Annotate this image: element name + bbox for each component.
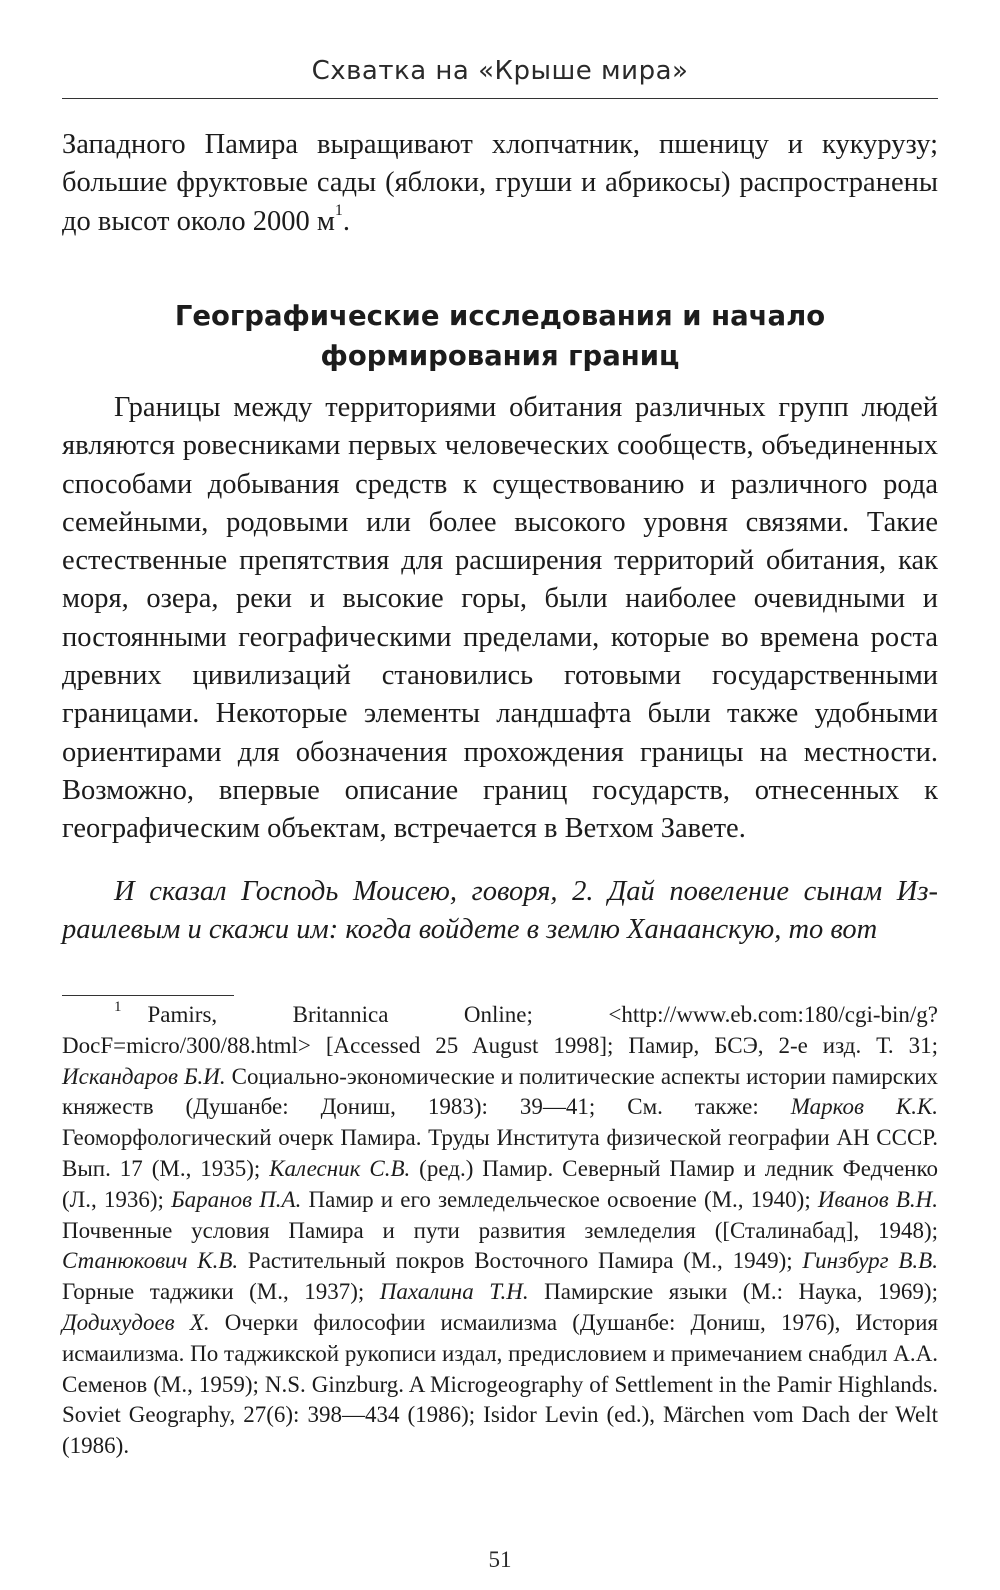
footnote-text: Pamirs, Britannica Online; <http://www.eb.com:180/cgi-bin/g?DocF=micro/300/88.html> [Accessed 25 August 1998]; Памир, БСЭ, 2-е изд. Т. 31; xyxy=(62,1002,938,1058)
footnote-marker: 1 xyxy=(114,999,122,1015)
footnote-author: Пахалина Т.Н. xyxy=(379,1279,529,1305)
footnote-rule xyxy=(62,995,234,996)
paragraph-main: Границы между территориями обитания различных групп людей являются ровесниками первых человеческих сообществ, объединенных способами добывания средств к существованию и различного рода семейными, родовыми или более высокого уровня связями. Такие естественные препятствия для расширения территорий обитания, как моря, озера, реки и высокие горы, были наиболее очевидными и постоянными географическими пределами, которые во времена роста древних цивилизаций становились готовыми государственными границами. Некоторые элементы ландшафта были также удобными ориентирами для обозначения прохождения границы на местности. Возможно, впервые описание границ государств, отнесенных к географическим объектам, встречается в Ветхом Завете. xyxy=(62,392,938,845)
footnote-text: Социально-экономические и политические аспекты истории памирских княжеств (Душанбе: Дониш, 1983): 39—41; См. также: xyxy=(62,1063,938,1120)
header-rule xyxy=(62,98,938,99)
footnote-author: Гинзбург В.В. xyxy=(802,1248,938,1274)
footnote-reference[interactable]: 1 xyxy=(334,201,343,219)
footnote-text: Памирские языки (М.: Наука, 1969); xyxy=(528,1279,938,1305)
footnote-author: Марков К.К. xyxy=(790,1094,938,1120)
footnote-author: Калесник С.В. xyxy=(269,1155,411,1181)
section-heading-line-1: Географические исследования и начало xyxy=(174,300,826,332)
page-number: 51 xyxy=(488,1547,512,1572)
section-heading-line-2: формирования границ xyxy=(320,340,680,372)
paragraph-continued-end: . xyxy=(342,205,350,237)
paragraph-continued-text: Западного Памира выращивают хлопчатник, пшеницу и кукурузу; большие фруктовые сады (яблоки, груши и абрикосы) распространены до высот около 2000 м xyxy=(62,129,938,237)
footnote-text: Горные таджики (М., 1937); xyxy=(62,1279,380,1305)
footnote-text: Растительный покров Восточного Памира (М., 1949); xyxy=(238,1248,803,1274)
footnote-author: Иванов В.Н. xyxy=(817,1186,939,1212)
footnote-author: Станюкович К.В. xyxy=(62,1248,239,1274)
footnote-author: Додихудоев Х. xyxy=(62,1309,210,1335)
footnote-text: (ред.) Памир. Северный Памир и ледник Федченко (Л., 1936); xyxy=(62,1155,938,1212)
footnote-text: Почвенные условия Памира и пути развития земледелия ([Сталинабад], 1948); xyxy=(62,1217,938,1243)
footnote-body xyxy=(62,1002,938,1458)
footnote-text: Памир и его земледельческое освоение (М., 1940); xyxy=(301,1186,818,1212)
section-heading xyxy=(62,296,938,376)
running-head: Схватка на «Крыше мира» xyxy=(311,56,689,86)
bible-quote: И сказал Господь Моисею, говоря, 2. Дай повеление сынам Израилевым и скажи им: когда войдете в землю Ханаанскую, то вот xyxy=(62,876,938,946)
footnote-author: Баранов П.А. xyxy=(171,1186,302,1212)
paragraph-continued xyxy=(62,126,938,241)
footnote xyxy=(62,1000,938,1462)
footnote-text: Очерки философии исмаилизма (Душанбе: Дониш, 1976), История исмаилизма. По таджикской рукописи издал, предисловием и примечанием снабдил А.А. Семенов (М., 1959); N.S. Ginzburg. A Microgeography of Settlement in the Pamir Highlands. Soviet Geography, 27(6): 398—434 (1986); Isidor Levin (ed.), Märchen vom Dach der Welt (1986). xyxy=(62,1309,938,1459)
footnote-text: Геоморфологический очерк Памира. Труды Института физической географии АН СССР. Вып. 17 (М., 1935); xyxy=(62,1125,938,1181)
footnote-author: Искандаров Б.И. xyxy=(62,1063,226,1089)
